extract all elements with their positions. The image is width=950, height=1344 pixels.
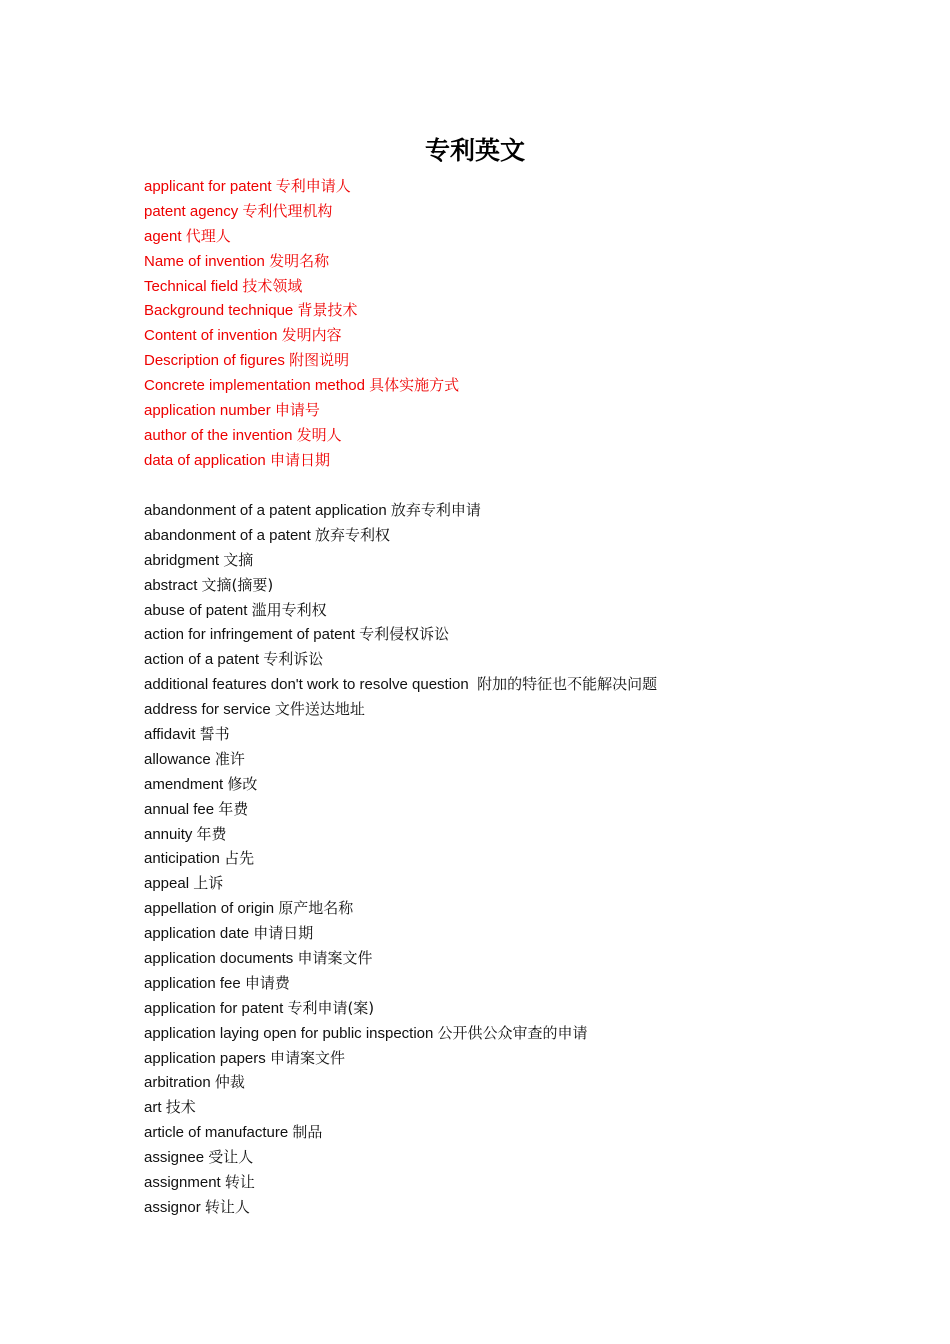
glossary-term bbox=[144, 1120, 864, 1145]
glossary-term bbox=[144, 647, 864, 672]
term-english: patent agency bbox=[144, 202, 239, 220]
term-english: annuity bbox=[144, 825, 193, 843]
term-chinese: 发明名称 bbox=[269, 251, 330, 270]
term-english: arbitration bbox=[144, 1074, 211, 1092]
term-chinese: 年费 bbox=[218, 799, 249, 818]
patent-term bbox=[144, 199, 864, 224]
term-english: Description of figures bbox=[144, 352, 285, 370]
term-english: Background technique bbox=[144, 302, 294, 320]
term-english: action of a patent bbox=[144, 651, 260, 669]
glossary-term bbox=[144, 846, 864, 871]
term-chinese: 文件送达地址 bbox=[274, 700, 365, 719]
document-title: 专利英文 bbox=[424, 136, 525, 165]
term-english: data of application bbox=[144, 451, 266, 469]
glossary-term bbox=[144, 598, 864, 623]
glossary-term bbox=[144, 697, 864, 722]
term-chinese: 代理人 bbox=[185, 226, 231, 245]
term-english: assignee bbox=[144, 1149, 205, 1167]
term-chinese: 申请号 bbox=[274, 401, 320, 420]
glossary-term bbox=[144, 498, 864, 523]
term-english: abandonment of a patent application bbox=[144, 502, 387, 519]
term-english: agent bbox=[144, 227, 182, 245]
term-english: application fee bbox=[144, 974, 241, 992]
glossary-term bbox=[144, 1095, 864, 1120]
term-english: application number bbox=[144, 402, 271, 420]
term-chinese: 发明人 bbox=[296, 425, 342, 444]
glossary-term bbox=[144, 1170, 864, 1195]
patent-term bbox=[144, 448, 864, 473]
term-english: additional features don't work to resolve question bbox=[144, 676, 469, 694]
glossary-list bbox=[144, 498, 864, 1220]
term-english: action for infringement of patent bbox=[144, 626, 355, 644]
patent-terms-list bbox=[144, 174, 864, 473]
term-chinese: 仲裁 bbox=[214, 1073, 245, 1092]
term-chinese: 滥用专利权 bbox=[251, 600, 327, 619]
term-chinese: 技术 bbox=[165, 1098, 196, 1117]
term-chinese: 文摘 bbox=[223, 550, 254, 569]
term-english: abandonment of a patent bbox=[144, 526, 311, 544]
term-english: annual fee bbox=[144, 800, 215, 818]
term-english: affidavit bbox=[144, 726, 196, 744]
patent-term bbox=[144, 174, 864, 199]
term-chinese: 放弃专利权 bbox=[314, 525, 390, 544]
term-chinese: 申请日期 bbox=[253, 924, 314, 943]
term-english: assignor bbox=[144, 1198, 201, 1216]
patent-term bbox=[144, 224, 864, 249]
glossary-term bbox=[144, 722, 864, 747]
glossary-term bbox=[144, 1046, 864, 1071]
patent-term bbox=[144, 373, 864, 398]
term-chinese: 上诉 bbox=[193, 874, 224, 893]
term-chinese: 专利申请人 bbox=[275, 177, 351, 195]
term-chinese: 占先 bbox=[224, 849, 255, 868]
term-english: abuse of patent bbox=[144, 601, 248, 619]
glossary-term bbox=[144, 523, 864, 548]
term-chinese: 申请费 bbox=[244, 973, 290, 992]
term-english: application laying open for public inspection bbox=[144, 1024, 434, 1042]
term-chinese: 专利侵权诉讼 bbox=[359, 625, 450, 644]
term-english: article of manufacture bbox=[144, 1124, 289, 1142]
term-english: art bbox=[144, 1099, 162, 1117]
term-english: Concrete implementation method bbox=[144, 377, 365, 395]
term-english: abridgment bbox=[144, 551, 220, 569]
glossary-term bbox=[144, 772, 864, 797]
term-english: amendment bbox=[144, 775, 224, 793]
glossary-term bbox=[144, 1195, 864, 1220]
term-chinese: 背景技术 bbox=[297, 301, 358, 320]
term-chinese: 文摘(摘要) bbox=[201, 575, 274, 594]
term-chinese: 修改 bbox=[227, 774, 258, 793]
term-chinese: 技术领域 bbox=[242, 276, 303, 295]
term-chinese: 附图说明 bbox=[289, 351, 350, 370]
term-english: address for service bbox=[144, 701, 271, 719]
term-chinese: 转让 bbox=[224, 1173, 255, 1192]
term-chinese: 公开供公众审查的申请 bbox=[437, 1023, 588, 1042]
glossary-term bbox=[144, 921, 864, 946]
term-chinese: 受让人 bbox=[208, 1148, 254, 1167]
term-chinese: 专利申请(案) bbox=[287, 998, 375, 1017]
term-chinese: 转让人 bbox=[204, 1197, 250, 1216]
term-english: application for patent bbox=[144, 999, 284, 1017]
term-english: Name of invention bbox=[144, 252, 265, 270]
term-english: application date bbox=[144, 925, 250, 943]
glossary-term bbox=[144, 871, 864, 896]
term-english: assignment bbox=[144, 1174, 221, 1192]
term-chinese: 年费 bbox=[196, 824, 227, 843]
glossary-term bbox=[144, 896, 864, 921]
term-chinese: 申请案文件 bbox=[269, 1048, 345, 1067]
term-chinese: 专利诉讼 bbox=[263, 650, 324, 669]
term-chinese: 准许 bbox=[214, 749, 245, 768]
glossary-term bbox=[144, 672, 864, 697]
term-english: appeal bbox=[144, 875, 190, 893]
patent-term bbox=[144, 423, 864, 448]
term-chinese: 申请日期 bbox=[269, 450, 330, 469]
glossary-term bbox=[144, 1145, 864, 1170]
term-english: anticipation bbox=[144, 850, 220, 868]
glossary-term bbox=[144, 822, 864, 847]
term-chinese: 誓书 bbox=[199, 725, 230, 744]
glossary-term bbox=[144, 1070, 864, 1095]
term-english: Technical field bbox=[144, 277, 239, 295]
term-chinese: 发明内容 bbox=[281, 326, 342, 345]
glossary-term bbox=[144, 548, 864, 573]
patent-term bbox=[144, 348, 864, 373]
term-chinese: 原产地名称 bbox=[278, 899, 354, 918]
patent-term bbox=[144, 298, 864, 323]
term-chinese: 制品 bbox=[292, 1123, 323, 1142]
patent-term bbox=[144, 323, 864, 348]
glossary-term bbox=[144, 747, 864, 772]
term-english: author of the invention bbox=[144, 426, 293, 444]
term-chinese: 专利代理机构 bbox=[242, 201, 333, 220]
term-chinese: 放弃专利申请 bbox=[390, 501, 481, 519]
patent-term bbox=[144, 249, 864, 274]
glossary-term bbox=[144, 946, 864, 971]
glossary-term bbox=[144, 1021, 864, 1046]
patent-term bbox=[144, 398, 864, 423]
term-chinese: 附加的特征也不能解决问题 bbox=[477, 675, 658, 694]
term-english: applicant for patent bbox=[144, 178, 272, 195]
term-english: application papers bbox=[144, 1049, 266, 1067]
glossary-term bbox=[144, 996, 864, 1021]
term-english: allowance bbox=[144, 750, 211, 768]
glossary-term bbox=[144, 971, 864, 996]
term-english: appellation of origin bbox=[144, 900, 275, 918]
term-english: application documents bbox=[144, 950, 294, 968]
patent-term bbox=[144, 274, 864, 299]
term-english: abstract bbox=[144, 576, 198, 594]
glossary-term bbox=[144, 573, 864, 598]
term-english: Content of invention bbox=[144, 327, 278, 345]
term-chinese: 具体实施方式 bbox=[369, 376, 460, 395]
term-chinese: 申请案文件 bbox=[297, 949, 373, 968]
glossary-term bbox=[144, 797, 864, 822]
glossary-term bbox=[144, 622, 864, 647]
